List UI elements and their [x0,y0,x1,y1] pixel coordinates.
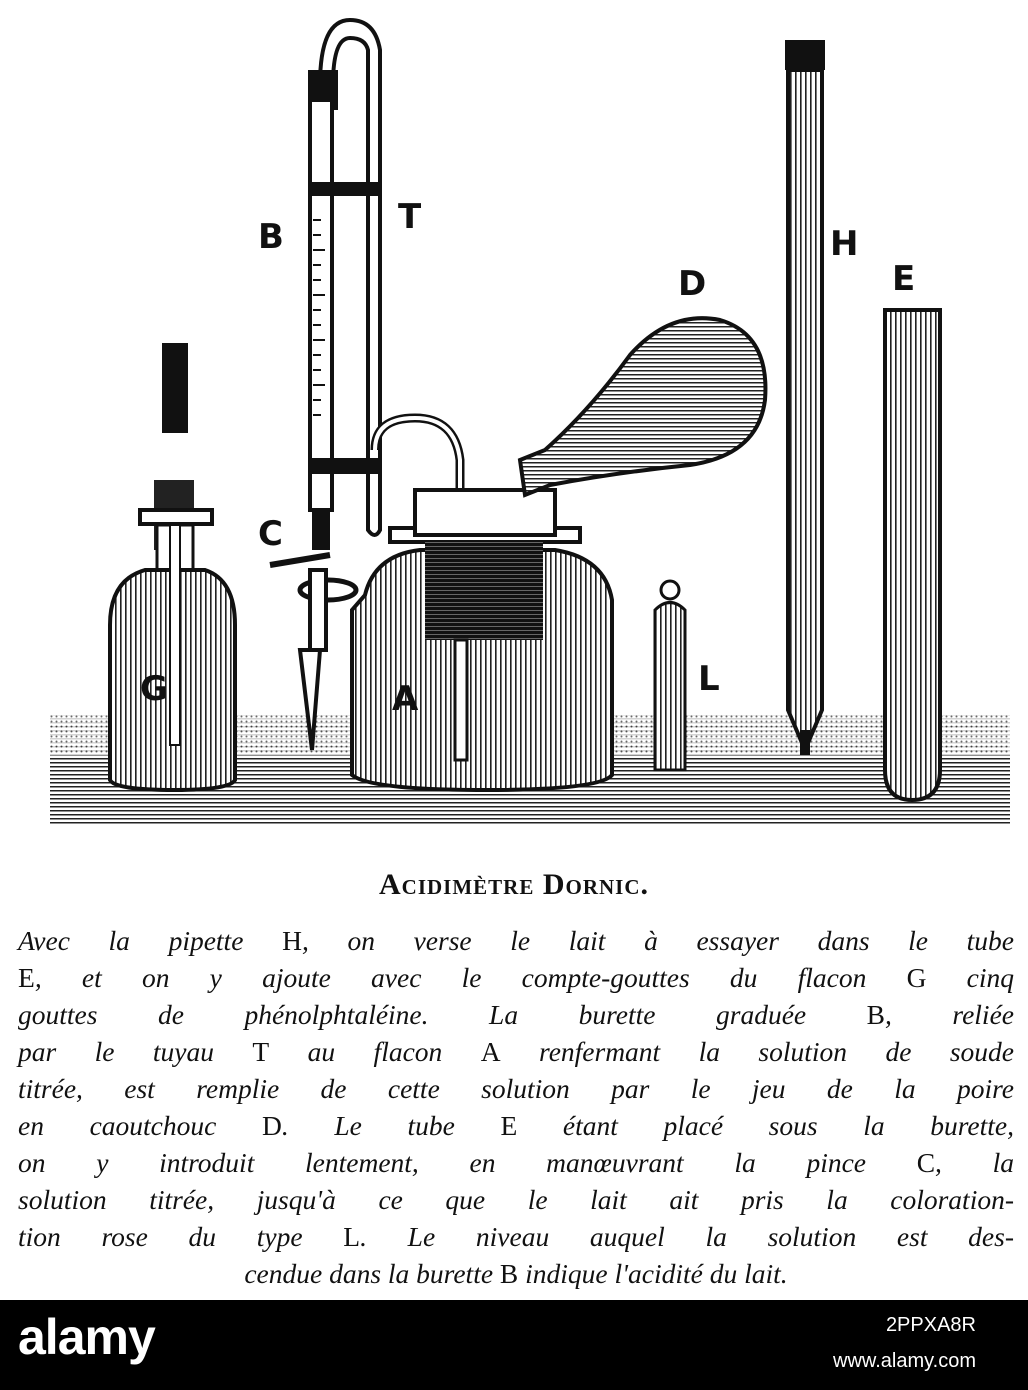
label-l: L [698,659,720,699]
label-b: B [258,217,284,257]
label-a: A [392,679,419,719]
caption-line-10: cendue dans la burette B indique l'acidité du lait. [244,1258,788,1289]
stock-url: www.alamy.com [833,1350,976,1372]
caption-line-1: Avec la pipette H, on verse le lait à essayer dans le tube [18,925,1015,956]
caption-paragraph [18,922,1014,1292]
caption-line-4: par le tuyau T au flacon A renfermant la solution de soude [18,1036,1014,1067]
caption-line-3: gouttes de phénolphtaléine. La burette graduée B, reliée [18,999,1014,1030]
label-t: T [398,197,422,237]
caption-line-9: tion rose du type L. Le niveau auquel la solution est des- [18,1221,1014,1252]
pipette-h [785,40,858,755]
stock-watermark-bar [0,1300,1028,1390]
label-h: H [830,224,859,264]
label-e: E [892,259,916,299]
caption-line-5: titrée, est remplie de cette solution par le jeu de la poire [18,1073,1014,1104]
acidimeter-illustration [30,10,1028,860]
caption-title: Acidimètre Dornic. [378,868,650,901]
label-d: D [678,264,707,304]
dropper-bottle-g [110,343,235,790]
caption-line-8: solution titrée, jusqu'à ce que le lait ait pris la coloration- [18,1184,1014,1215]
rubber-bulb-d [520,264,765,495]
caption-line-7: on y introduit lentement, en manœuvrant la pince C, la [18,1147,1015,1178]
label-c: C [258,514,283,554]
test-tube-e [885,259,940,800]
caption-line-2: E, et on y ajoute avec le compte-gouttes du flacon G cinq [18,962,1014,993]
label-g: G [140,669,168,709]
caption-line-6: en caoutchouc D. Le tube E étant placé sous la burette, [18,1110,1014,1141]
image-id: 2PPXA8R [885,1314,976,1336]
alamy-logo: alamy [18,1309,155,1365]
